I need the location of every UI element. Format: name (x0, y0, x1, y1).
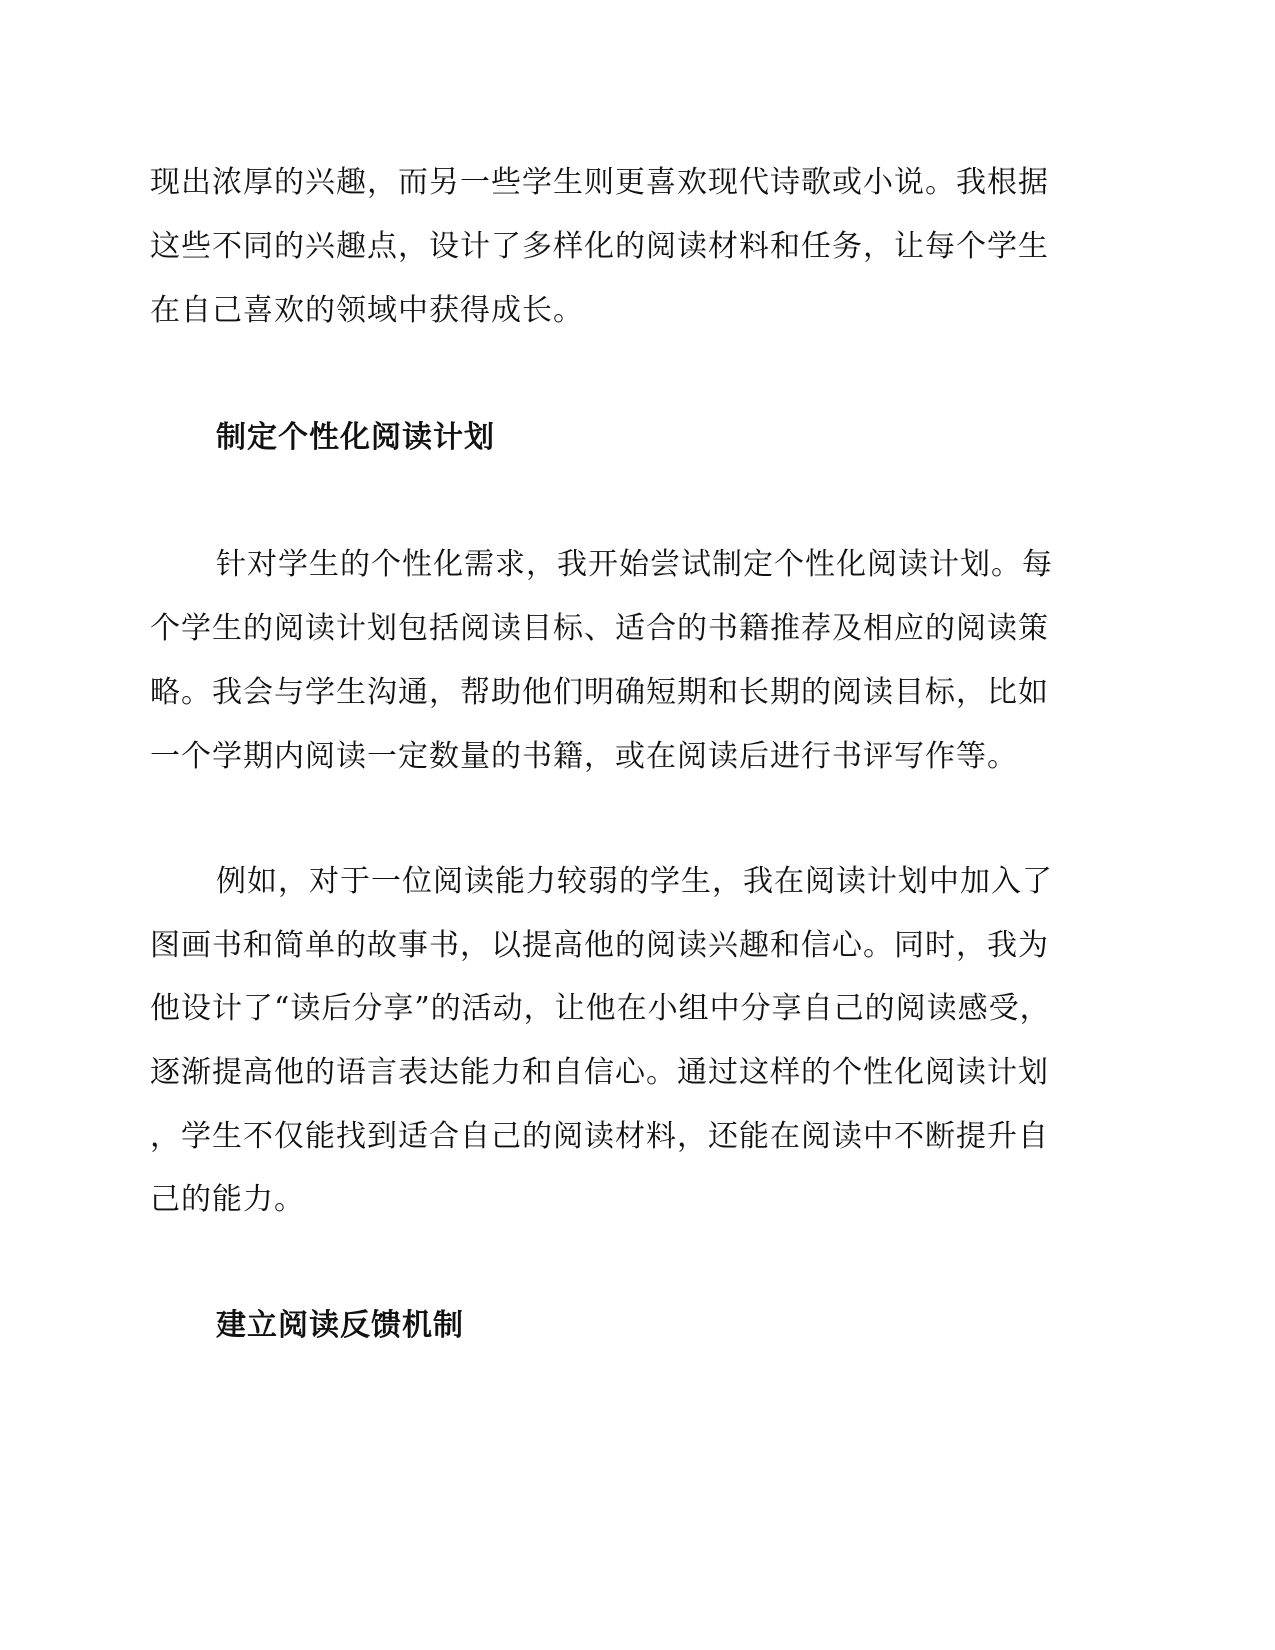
paragraph-line: 己的能力。 (150, 1182, 305, 1217)
paragraph-line: 个学生的阅读计划包括阅读目标、适合的书籍推荐及相应的阅读策 (150, 611, 1049, 646)
paragraph-line: 他设计了“读后分享”的活动，让他在小组中分享自己的阅读感受， (150, 991, 1051, 1026)
paragraph-line: 现出浓厚的兴趣，而另一些学生则更喜欢现代诗歌或小说。我根据 (150, 165, 1049, 200)
paragraph-line: 逐渐提高他的语言表达能力和自信心。通过这样的个性化阅读计划 (150, 1055, 1049, 1090)
paragraph-line: 例如，对于一位阅读能力较弱的学生，我在阅读计划中加入了 (216, 864, 1053, 899)
section-heading: 制定个性化阅读计划 (216, 420, 495, 455)
paragraph-line: 针对学生的个性化需求，我开始尝试制定个性化阅读计划。每 (216, 547, 1053, 582)
paragraph-line: 在自己喜欢的领域中获得成长。 (150, 293, 584, 328)
paragraph-line: ，学生不仅能找到适合自己的阅读材料，还能在阅读中不断提升自 (150, 1119, 1049, 1154)
paragraph-line: 这些不同的兴趣点，设计了多样化的阅读材料和任务，让每个学生 (150, 229, 1049, 264)
paragraph-line: 一个学期内阅读一定数量的书籍，或在阅读后进行书评写作等。 (150, 739, 1018, 774)
paragraph-line: 略。我会与学生沟通，帮助他们明确短期和长期的阅读目标，比如 (150, 675, 1049, 710)
section-heading: 建立阅读反馈机制 (216, 1308, 464, 1343)
paragraph-line: 图画书和简单的故事书，以提高他的阅读兴趣和信心。同时，我为 (150, 928, 1049, 963)
